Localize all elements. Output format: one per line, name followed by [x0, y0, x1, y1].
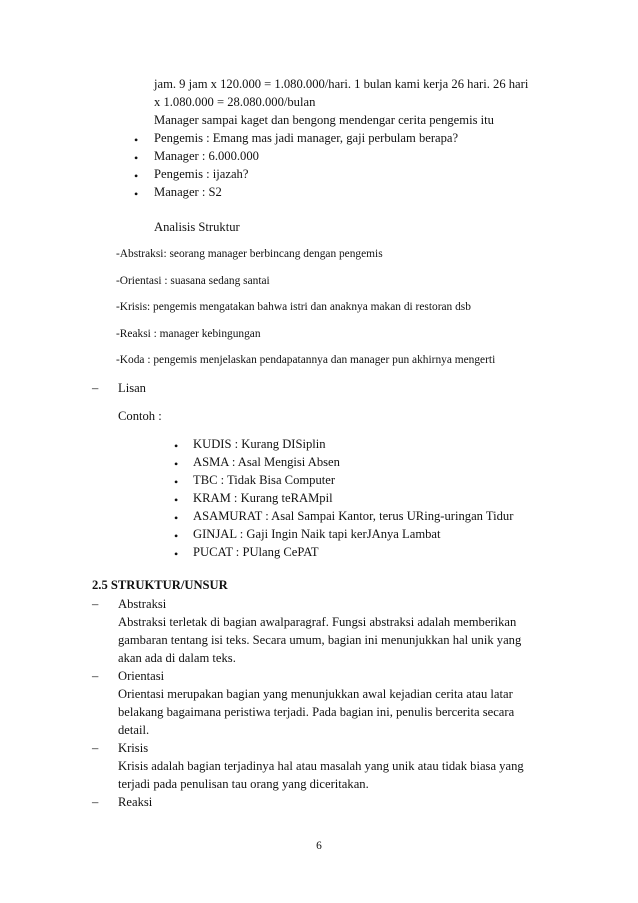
- analisis-item: -Reaksi : manager kebingungan: [116, 328, 261, 340]
- bullet-icon: •: [134, 151, 139, 165]
- lisan-label: Lisan: [118, 381, 146, 395]
- analisis-title: Analisis Struktur: [154, 220, 240, 234]
- entry-title: Abstraksi: [118, 597, 167, 611]
- entry-line: belakang bagaimana peristiwa terjadi. Pada bagian ini, penulis bercerita secara: [118, 705, 515, 719]
- bullet-icon: •: [174, 439, 179, 453]
- entry-line: Orientasi merupakan bagian yang menunjukkan awal kejadian cerita atau latar: [118, 687, 513, 701]
- bullet-icon: •: [174, 529, 179, 543]
- dash-marker: –: [92, 381, 99, 395]
- lisan-item: PUCAT : PUlang CePAT: [193, 545, 319, 559]
- lisan-item: ASMA : Asal Mengisi Absen: [193, 455, 340, 469]
- lisan-item: TBC : Tidak Bisa Computer: [193, 473, 336, 487]
- dash-marker: –: [92, 795, 99, 809]
- dialog-line: x 1.080.000 = 28.080.000/bulan: [154, 95, 316, 109]
- entry-line: akan ada di dalam teks.: [118, 651, 236, 665]
- analisis-item: -Abstraksi: seorang manager berbincang dengan pengemis: [116, 248, 383, 260]
- dialog-bullet: Manager : S2: [154, 185, 222, 199]
- entry-line: gambaran tentang isi teks. Secara umum, bagian ini menunjukkan hal unik yang: [118, 633, 522, 647]
- bullet-icon: •: [174, 547, 179, 561]
- page-number: 6: [316, 840, 322, 852]
- entry-line: Krisis adalah bagian terjadinya hal atau masalah yang unik atau tidak biasa yang: [118, 759, 524, 773]
- analisis-item: -Krisis: pengemis mengatakan bahwa istri dan anaknya makan di restoran dsb: [116, 301, 471, 313]
- dash-marker: –: [92, 669, 99, 683]
- dialog-bullet: Pengemis : ijazah?: [154, 167, 249, 181]
- bullet-icon: •: [174, 475, 179, 489]
- contoh-label: Contoh :: [118, 409, 162, 423]
- entry-title: Orientasi: [118, 669, 165, 683]
- entry-line: terjadi pada penulisan tau orang yang diceritakan.: [118, 777, 369, 791]
- dialog-line: Manager sampai kaget dan bengong mendengar cerita pengemis itu: [154, 113, 494, 127]
- bullet-icon: •: [174, 457, 179, 471]
- lisan-item: KUDIS : Kurang DISiplin: [193, 437, 326, 451]
- bullet-icon: •: [134, 133, 139, 147]
- analisis-item: -Koda : pengemis menjelaskan pendapatannya dan manager pun akhirnya mengerti: [116, 354, 496, 366]
- lisan-item: KRAM : Kurang teRAMpil: [193, 491, 333, 505]
- bullet-icon: •: [174, 511, 179, 525]
- dialog-bullet: Pengemis : Emang mas jadi manager, gaji perbulam berapa?: [154, 131, 459, 145]
- analisis-item: -Orientasi : suasana sedang santai: [116, 275, 270, 287]
- bullet-icon: •: [174, 493, 179, 507]
- section-heading: 2.5 STRUKTUR/UNSUR: [92, 578, 228, 592]
- entry-line: Abstraksi terletak di bagian awalparagraf. Fungsi abstraksi adalah memberikan: [118, 615, 517, 629]
- lisan-item: ASAMURAT : Asal Sampai Kantor, terus URing-uringan Tidur: [193, 509, 514, 523]
- bullet-icon: •: [134, 187, 139, 201]
- dash-marker: –: [92, 597, 99, 611]
- dash-marker: –: [92, 741, 99, 755]
- entry-line: detail.: [118, 723, 150, 737]
- dialog-line: jam. 9 jam x 120.000 = 1.080.000/hari. 1 bulan kami kerja 26 hari. 26 hari: [154, 77, 529, 91]
- dialog-bullet: Manager : 6.000.000: [154, 149, 259, 163]
- lisan-item: GINJAL : Gaji Ingin Naik tapi kerJAnya Lambat: [193, 527, 441, 541]
- bullet-icon: •: [134, 169, 139, 183]
- entry-title: Reaksi: [118, 795, 153, 809]
- entry-title: Krisis: [118, 741, 149, 755]
